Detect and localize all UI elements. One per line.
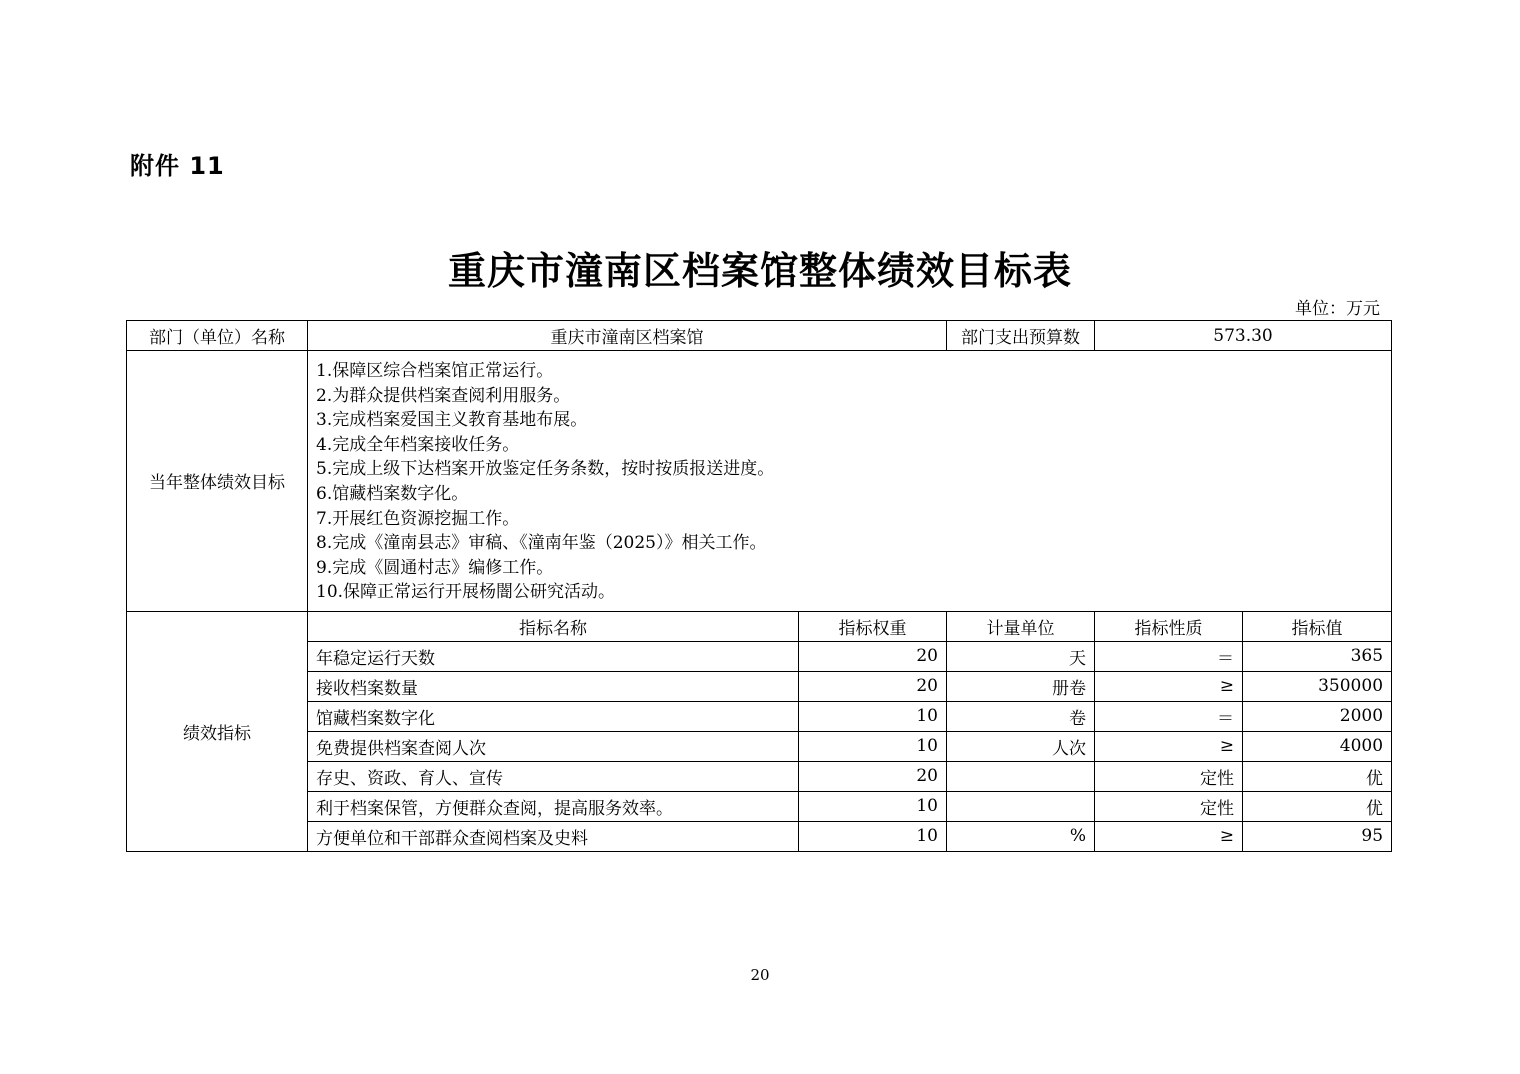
col-header-weight: 指标权重	[799, 611, 947, 641]
indicator-weight: 10	[799, 701, 947, 731]
indicator-name: 利于档案保管，方便群众查阅，提高服务效率。	[308, 791, 799, 821]
indicator-value: 95	[1243, 821, 1392, 851]
goal-item: 7.开展红色资源挖掘工作。	[316, 508, 520, 529]
header-row	[127, 321, 1392, 351]
indicator-name: 馆藏档案数字化	[308, 701, 799, 731]
indicator-row	[127, 791, 1392, 821]
indicator-weight: 20	[799, 671, 947, 701]
indicator-weight: 10	[799, 791, 947, 821]
indicators-section-label: 绩效指标	[127, 611, 308, 851]
dept-name-value: 重庆市潼南区档案馆	[308, 321, 947, 351]
indicator-value: 365	[1243, 641, 1392, 671]
indicator-row	[127, 731, 1392, 761]
indicator-unit	[947, 761, 1095, 791]
indicator-weight: 20	[799, 641, 947, 671]
indicator-nature: ＝	[1095, 641, 1243, 671]
attachment-label: 附件 11	[130, 152, 225, 180]
dept-name-label: 部门（单位）名称	[127, 321, 308, 351]
indicator-weight: 10	[799, 821, 947, 851]
indicator-nature: ≥	[1095, 821, 1243, 851]
indicator-value: 优	[1243, 761, 1392, 791]
budget-value: 573.30	[1095, 321, 1392, 351]
indicator-value: 4000	[1243, 731, 1392, 761]
goal-item: 10.保障正常运行开展杨闇公研究活动。	[316, 582, 616, 603]
indicator-value: 优	[1243, 791, 1392, 821]
indicator-name: 年稳定运行天数	[308, 641, 799, 671]
indicator-nature: ≥	[1095, 731, 1243, 761]
goal-item: 8.完成《潼南县志》审稿、《潼南年鉴（2025）》相关工作。	[316, 533, 767, 554]
goal-item: 6.馆藏档案数字化。	[316, 483, 469, 504]
indicator-unit: 册卷	[947, 671, 1095, 701]
annual-goals-label: 当年整体绩效目标	[127, 351, 308, 612]
indicator-value: 2000	[1243, 701, 1392, 731]
goal-item: 9.完成《圆通村志》编修工作。	[316, 557, 554, 578]
goal-item: 1.保障区综合档案馆正常运行。	[316, 361, 554, 381]
goal-item: 2.为群众提供档案查阅利用服务。	[316, 385, 571, 406]
goal-item: 3.完成档案爱国主义教育基地布展。	[316, 410, 588, 431]
indicator-unit: 人次	[947, 731, 1095, 761]
indicator-row	[127, 701, 1392, 731]
indicator-row	[127, 641, 1392, 671]
indicator-nature: 定性	[1095, 791, 1243, 821]
indicator-unit	[947, 791, 1095, 821]
indicator-row	[127, 671, 1392, 701]
page-title: 重庆市潼南区档案馆整体绩效目标表	[447, 248, 1072, 293]
unit-note: 单位：万元	[1295, 299, 1380, 319]
indicator-nature: 定性	[1095, 761, 1243, 791]
annual-goals-list	[308, 351, 1392, 612]
indicator-row	[127, 761, 1392, 791]
col-header-nature: 指标性质	[1095, 611, 1243, 641]
indicator-unit: 天	[947, 641, 1095, 671]
annual-goals-row	[127, 351, 1392, 612]
col-header-value: 指标值	[1243, 611, 1392, 641]
goal-item: 5.完成上级下达档案开放鉴定任务条数，按时按质报送进度。	[316, 459, 775, 480]
indicator-value: 350000	[1243, 671, 1392, 701]
indicator-nature: ＝	[1095, 701, 1243, 731]
indicator-weight: 20	[799, 761, 947, 791]
indicator-unit: %	[947, 821, 1095, 851]
budget-label: 部门支出预算数	[947, 321, 1095, 351]
indicator-name: 方便单位和干部群众查阅档案及史料	[308, 821, 799, 851]
indicator-weight: 10	[799, 731, 947, 761]
indicator-name: 接收档案数量	[308, 671, 799, 701]
indicator-nature: ≥	[1095, 671, 1243, 701]
indicator-header-row	[127, 611, 1392, 641]
indicator-row	[127, 821, 1392, 851]
indicator-name: 免费提供档案查阅人次	[308, 731, 799, 761]
col-header-name: 指标名称	[308, 611, 799, 641]
page-number: 20	[750, 966, 770, 984]
col-header-unit: 计量单位	[947, 611, 1095, 641]
goal-item: 4.完成全年档案接收任务。	[316, 434, 520, 455]
indicator-name: 存史、资政、育人、宣传	[308, 761, 799, 791]
indicator-unit: 卷	[947, 701, 1095, 731]
performance-table	[126, 320, 1392, 852]
